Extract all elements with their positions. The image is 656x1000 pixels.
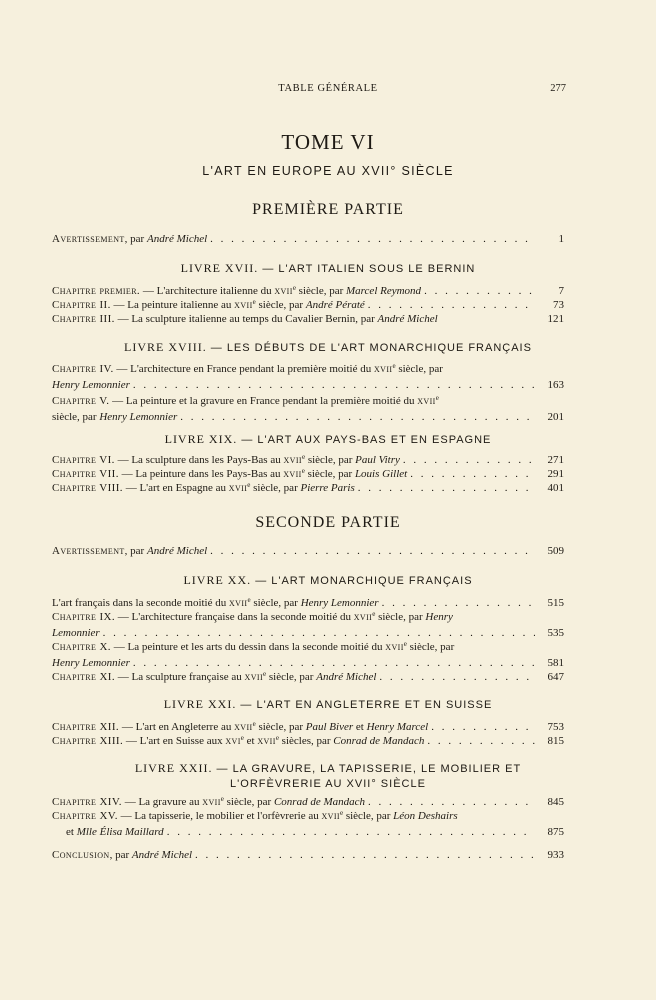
entry-page-number: 271 [547,454,564,466]
century: xvii [274,285,293,297]
chapter-author: André Michel [377,313,438,325]
chapter-text: siècle, par [255,299,306,311]
chapter-author: Henry [425,611,453,623]
livre-title [100,573,556,589]
chapter-text: siècle, par [406,641,455,653]
chapter-text: siècle, par [223,796,274,808]
entry-page-number: 535 [547,627,564,639]
toc-entry-conclusion[interactable] [52,847,564,863]
chapter-label: Chapitre XV. [52,810,118,822]
dot-leader [180,409,535,425]
century: xvii [321,810,340,822]
chapter-author: Henry Lemonnier [99,411,178,423]
entry-label: Conclusion [52,849,110,861]
chapter-author: Pierre Paris [300,482,355,494]
dot-leader [133,377,535,393]
century: xvii [385,641,404,653]
entry-author: André Michel [146,233,208,245]
chapter-label: Chapitre premier. [52,285,141,297]
chapter-text: — L'art en Suisse aux [123,735,226,747]
livre-title [100,340,556,356]
entry-page-number: 815 [547,735,564,747]
chapter-text: — La peinture italienne au [110,299,235,311]
entry-page-number: 7 [558,285,564,297]
chapter-text: — L'architecture italienne du [140,285,275,297]
chapter-text: et [243,735,258,747]
chapter-text: siècle, par [295,285,347,297]
superscript: e [403,640,407,648]
chapter-label: Chapitre XII. [52,721,120,733]
chapter-text: siècle, par [250,482,301,494]
livre-title [100,432,556,448]
livre-title [100,261,556,277]
chapter-author: Lemonnier [52,627,100,639]
livre-number: LIVRE XX. [183,573,252,587]
chapter-text: et [66,826,77,838]
livre-title [100,761,556,792]
tome-title: TOME VI [281,130,375,154]
chapter-label: Chapitre II. [52,299,111,311]
chapter-author: André Pératé [305,299,365,311]
chapter-text: — La peinture dans les Pays-Bas au [118,468,284,480]
livre-number: LIVRE XVIII. [124,340,207,354]
entry-text: , par [124,545,147,557]
superscript: e [292,284,296,292]
chapter-author: Paul Vitry [355,454,400,466]
chapter-author: Louis Gillet [354,468,408,480]
superscript: e [435,394,439,402]
livre-number: LIVRE XVII. [180,261,259,275]
chapter-label: Chapitre IV. [52,363,114,375]
chapter-author: Léon Deshairs [393,810,458,822]
century: xvii [373,363,393,375]
century: xvii [234,721,253,733]
dot-leader [427,733,535,749]
chapter-text: — L'architecture française dans la seconde moitié du [115,611,354,623]
livre-number: LIVRE XXII. [134,761,213,775]
chapter-text: siècle, par [395,363,443,375]
entry-page-number: 647 [547,671,564,683]
chapter-label: Chapitre VII. [52,468,119,480]
entry-label: Avertissement [52,233,125,245]
century: xvi [225,735,241,747]
entry-page-number: 401 [547,482,564,494]
entry-page-number: 933 [547,849,564,861]
chapter-text: — L'art en Angleterre au [119,721,235,733]
century: xvii [202,796,221,808]
entry-author: André Michel [146,545,208,557]
century: xvii [234,299,253,311]
superscript: e [247,481,251,489]
superscript: e [301,467,305,475]
entry-page-number: 581 [547,657,564,669]
chapter-author: Conrad de Mandach [273,796,366,808]
chapter-author: Henry Lemonnier [300,597,379,609]
entry-page-number: 1 [558,233,564,245]
entry-page-number: 163 [547,379,564,391]
chapter-text: siècle, par [255,721,306,733]
superscript: e [220,795,224,803]
chapter-text: siècle, par [250,597,301,609]
superscript: e [392,362,396,370]
livre-heading: — LA GRAVURE, LA TAPISSERIE, LE MOBILIER ET [212,763,522,775]
entry-page-number: 291 [547,468,564,480]
chapter-text: — L'art en Espagne au [122,482,229,494]
chapter-label: Chapitre VIII. [52,482,123,494]
toc-entry[interactable] [52,639,564,671]
entry-label: Avertissement [52,545,125,557]
superscript: e [263,670,267,678]
century: xvii [229,597,248,609]
chapter-text: — L'architecture en France pendant la première moitié du [113,363,374,375]
chapter-author: André Michel [316,671,377,683]
chapter-label: Chapitre X. [52,641,111,653]
chapter-text: — La peinture et les arts du dessin dans la seconde moitié du [110,641,386,653]
chapter-text: — La gravure au [121,796,203,808]
chapter-author: Paul Biver [305,721,354,733]
chapter-label: Chapitre XI. [52,671,116,683]
livre-number: LIVRE XIX. [164,432,238,446]
chapter-author: Conrad de Mandach [333,735,425,747]
toc-entry[interactable] [52,311,564,327]
livre-number: LIVRE XXI. [163,697,237,711]
dot-leader [358,480,535,496]
chapter-text: — La sculpture dans les Pays-Bas au [114,454,284,466]
chapter-text: siècle, par [266,671,317,683]
entry-page-number: 201 [547,411,564,423]
superscript: e [240,734,244,742]
chapter-label: Chapitre V. [52,395,110,407]
chapter-text: — La tapisserie, le mobilier et l'orfèvrerie au [117,810,322,822]
chapter-text: siècle, par [304,468,355,480]
chapter-text: — La sculpture française au [115,671,245,683]
century: xvii [283,468,302,480]
dot-leader [210,231,535,247]
superscript: e [252,298,256,306]
toc-entry[interactable] [52,609,564,641]
toc-entry[interactable] [52,480,564,496]
chapter-label: Chapitre VI. [52,454,115,466]
chapter-text: — La peinture et la gravure en France pendant la première moitié du [109,395,418,407]
chapter-text: siècle, par [375,611,426,623]
superscript: e [275,734,279,742]
century: xvii [257,735,276,747]
superscript: e [372,610,376,618]
page-number: 277 [550,83,566,94]
dot-leader [195,847,535,863]
dot-leader [167,824,535,840]
entry-page-number: 753 [547,721,564,733]
livre-title [100,697,556,713]
chapter-text: — La sculpture italienne au temps du Cavalier Bernin, par [114,313,378,325]
chapter-text: siècle, par [343,810,394,822]
livre-heading: — L'ART ITALIEN SOUS LE BERNIN [258,263,476,275]
tome-subtitle: L'ART EN EUROPE AU XVII° SIÈCLE [202,164,454,178]
part-title: SECONDE PARTIE [255,514,401,531]
chapter-label: Chapitre III. [52,313,115,325]
toc-entry-avertissement-1[interactable] [52,231,564,247]
century: xvii [417,395,436,407]
entry-page-number: 875 [547,826,564,838]
toc-entry[interactable] [52,733,564,749]
century: xvii [353,611,373,623]
part-title: PREMIÈRE PARTIE [252,201,404,218]
entry-author: André Michel [131,849,193,861]
chapter-text: siècles, par [278,735,334,747]
superscript: e [247,596,251,604]
toc-entry[interactable] [52,669,564,685]
superscript: e [339,809,344,817]
chapter-text: siècle, par [305,454,356,466]
chapter-label: Chapitre IX. [52,611,116,623]
livre-heading: — LES DÉBUTS DE L'ART MONARCHIQUE FRANÇAIS [206,342,532,354]
chapter-author: Henry Lemonnier [52,379,130,391]
century: xvii [244,671,264,683]
chapter-author: Henry Marcel [366,721,429,733]
dot-leader [210,543,535,559]
toc-entry[interactable] [52,361,564,393]
running-title: TABLE GÉNÉRALE [278,83,378,94]
entry-page-number: 515 [547,597,564,609]
chapter-author: Marcel Reymond [346,285,422,297]
entry-page-number: 845 [547,796,564,808]
chapter-text: siècle, par [52,411,100,423]
dot-leader [379,669,535,685]
entry-text: , par [124,233,147,245]
chapter-text: et [353,721,367,733]
toc-entry[interactable] [52,808,564,840]
superscript: e [301,453,306,461]
livre-heading-line2: L'ORFÈVRERIE AU XVII° SIÈCLE [230,778,426,790]
entry-page-number: 509 [547,545,564,557]
century: xvii [283,454,302,466]
superscript: e [252,720,256,728]
chapter-label: Chapitre XIII. [52,735,124,747]
chapter-author: Henry Lemonnier [52,657,130,669]
livre-heading: — L'ART EN ANGLETERRE ET EN SUISSE [236,699,493,711]
chapter-author: Mlle Élisa Maillard [76,826,164,838]
livre-heading: — L'ART MONARCHIQUE FRANÇAIS [251,575,473,587]
chapter-text: L'art français dans la seconde moitié du [52,597,229,609]
entry-page-number: 121 [547,313,564,325]
century: xvii [228,482,248,494]
toc-entry[interactable] [52,393,564,425]
entry-text: , par [109,849,132,861]
chapter-label: Chapitre XIV. [52,796,122,808]
entry-page-number: 73 [553,299,564,311]
livre-heading: — L'ART AUX PAYS-BAS ET EN ESPAGNE [237,434,492,446]
toc-entry-avertissement-2[interactable] [52,543,564,559]
